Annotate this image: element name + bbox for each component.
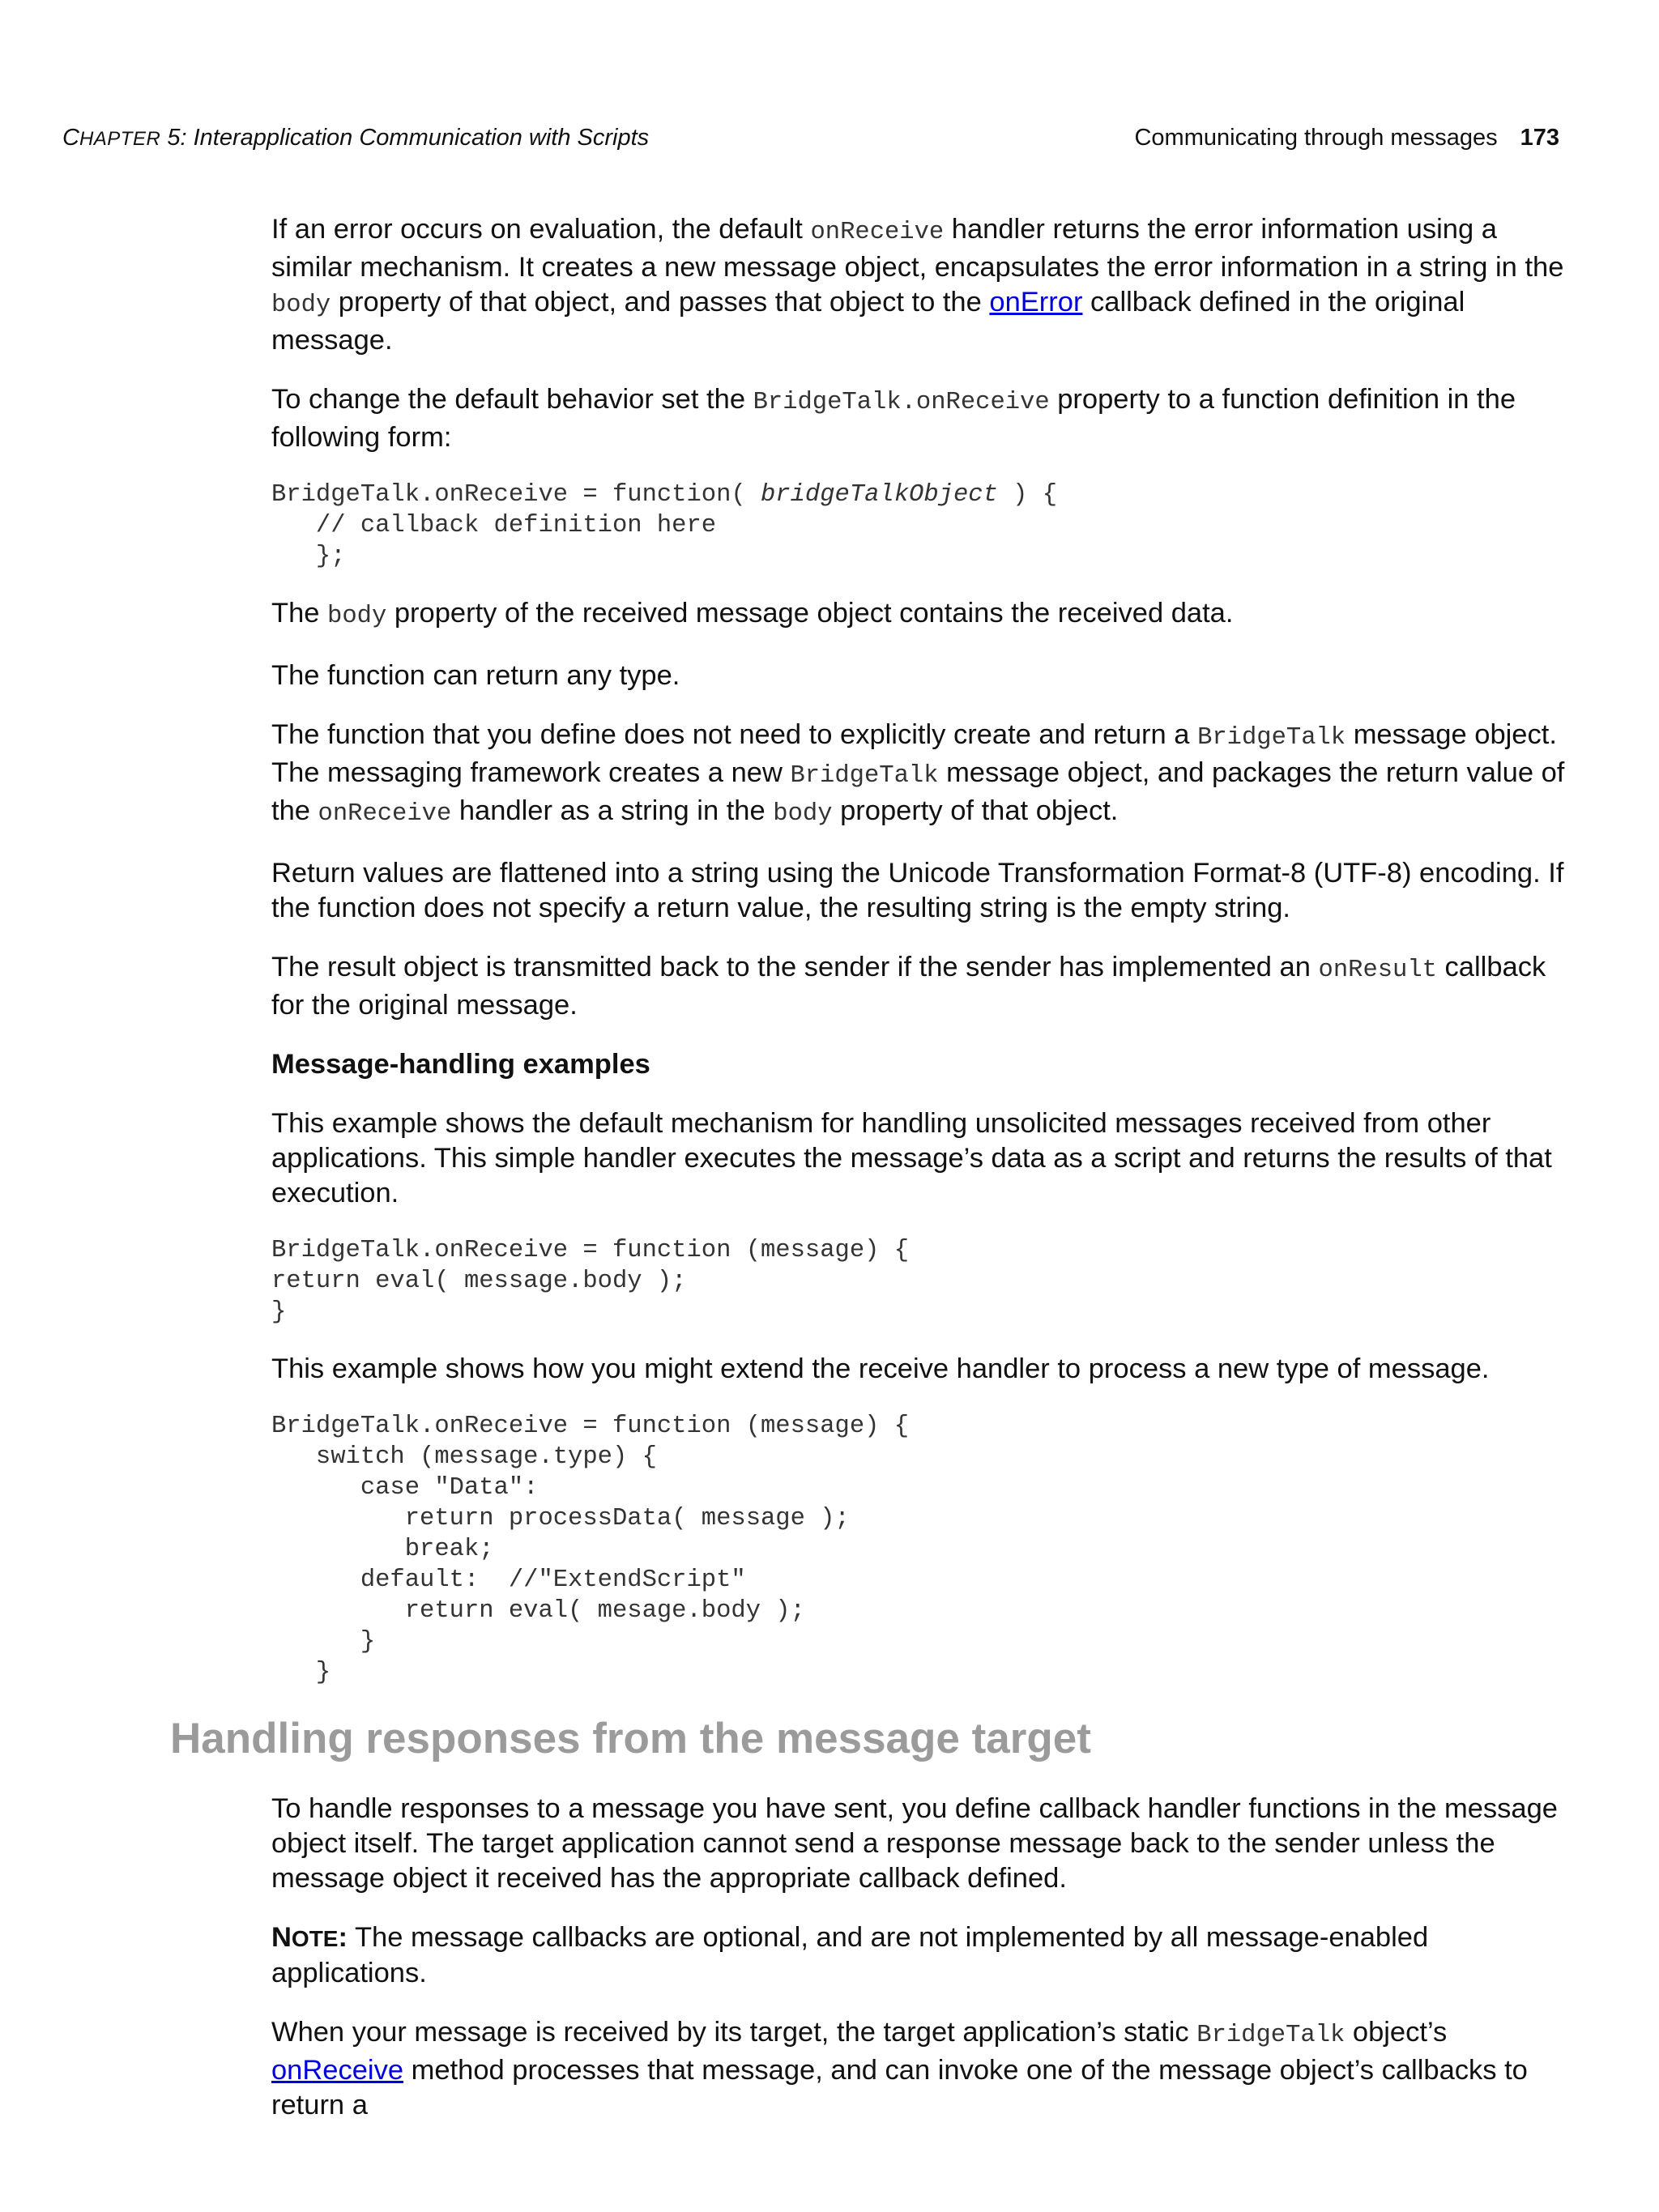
paragraph-message-received: When your message is received by its target, the target application’s static BridgeTalk object’s onReceive method processes that message, and can invoke one of the message object’s callbacks to return a [271,2017,1528,2120]
paragraph-handle-responses: To handle responses to a message you have sent, you define callback handler functions in the message object itself. The target application cannot send a response message back to the sender unless the message object it received has the appropriate callback defined. [271,1793,1558,1894]
chapter-title: CHAPTER 5: Interapplication Communication with Scripts [62,125,650,151]
paragraph-return-type: The function can return any type. [271,660,680,691]
paragraph-body-property: The body property of the received message object contains the received data. [271,598,1234,630]
paragraph-return-values: Return values are flattened into a string using the Unicode Transformation Format-8 (UTF-8) encoding. If the function does not specify a return value, the resulting string is the empty string. [271,858,1564,923]
paragraph-messaging-framework: The function that you define does not need to explicitly create and return a BridgeTalk message object. The messaging framework creates a new BridgeTalk message object, and packages the return value of the onReceive handler as a string in the body property of that object. [271,719,1565,828]
onerror-link[interactable]: onError [989,287,1083,318]
paragraph-extend-handler: This example shows how you might extend the receive handler to process a new type of message. [271,1353,1490,1384]
paragraph-default-mechanism: This example shows the default mechanism for handling unsolicited messages received from other applications. This simple handler executes the message’s data as a script and returns the results of that execution. [271,1108,1552,1208]
code-block-extended-handler: BridgeTalk.onReceive = function (message) { switch (message.type) { case "Data": return processData( message ); break; default: //"ExtendScript" return eval( mesage.body ); } } [271,1413,910,1686]
page-number: 173 [1520,125,1559,151]
subheading-examples: Message-handling examples [271,1049,650,1080]
code-block-onreceive-form: BridgeTalk.onReceive = function( bridgeTalkObject ) { // callback definition here }; [271,481,1058,570]
note-paragraph: NOTE: The message callbacks are optional, and are not implemented by all message-enabled applications. [271,1922,1429,1988]
paragraph-error-handling: If an error occurs on evaluation, the default onReceive handler returns the error information using a similar mechanism. It creates a new message object, encapsulates the error information in a string in the body property of that object, and passes that object to the onError callback defined in the original message. [271,214,1564,356]
code-block-default-handler: BridgeTalk.onReceive = function (message) { return eval( message.body ); } [271,1237,910,1326]
note-label: NOTE: [271,1922,348,1953]
section-heading: Handling responses from the message target [170,1715,1091,1762]
running-head [1134,125,1559,151]
page-header [62,125,1559,162]
paragraph-result-object: The result object is transmitted back to the sender if the sender has implemented an onResult callback for the original message. [271,952,1546,1021]
page-body [170,212,1567,2147]
paragraph-change-default: To change the default behavior set the BridgeTalk.onReceive property to a function definition in the following form: [271,384,1516,453]
onreceive-link[interactable]: onReceive [271,2055,404,2086]
section-name: Communicating through messages [1134,125,1498,151]
